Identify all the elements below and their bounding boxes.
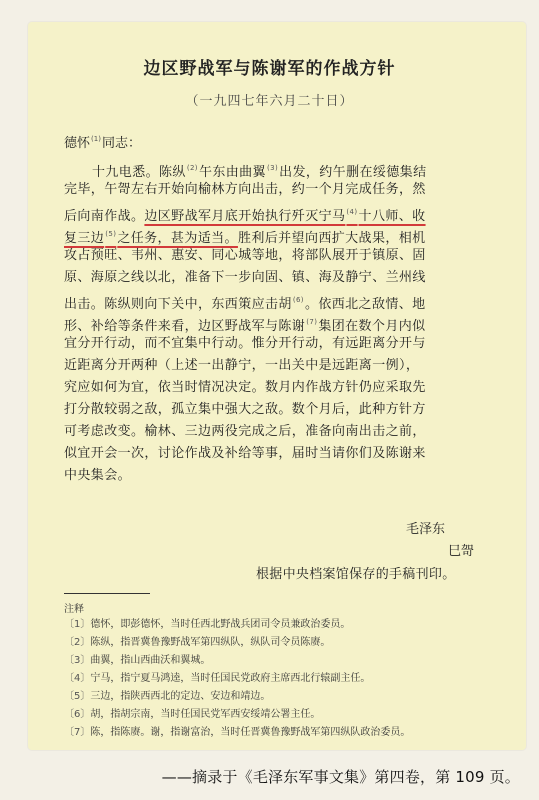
- footnote-mark-6: (6): [292, 296, 304, 304]
- body-line: 十九电悉。陈纵$^{(2)}$午东由曲翼$^{(3)}$出发，约午删在绥德集结: [92, 164, 427, 180]
- body-line: 出击。陈纵则向下关中，东西策应击胡$^{(6)}$。依西北之敌情、地: [64, 296, 426, 312]
- note-item: 〔4〕宁马，指宁夏马鸿逵，当时任国民党政府主席西北行辕副主任。: [64, 673, 371, 684]
- document-title: 边区野战军与陈谢军的作战方针: [143, 59, 396, 79]
- salutation-suffix: 同志：: [101, 136, 141, 151]
- notes-heading: 注释: [64, 604, 84, 615]
- signature-date: 巳哿: [448, 544, 475, 559]
- note-item: 〔6〕胡，指胡宗南，当时任国民党军西安绥靖公署主任。: [64, 709, 321, 720]
- salutation: [64, 132, 141, 151]
- salutation-name: 德怀: [64, 136, 91, 151]
- notes-divider: [64, 593, 150, 594]
- body-line: 宜分开行动，而不宜集中行动。惟分开行动，有远距离分开与: [64, 336, 426, 351]
- body-line: 可考虑改变。榆林、三边两役完成之后，准备向南出击之前，: [64, 424, 426, 439]
- source-caption: ——摘录于《毛泽东军事文集》第四卷，第 109 页。: [161, 768, 520, 786]
- body-line: 似宜开会一次，讨论作战及补给等事，届时当请你们及陈谢来: [64, 446, 426, 461]
- signature: 毛泽东: [406, 522, 446, 537]
- body-line: 形、补给等条件来看，边区野战军与陈谢$^{(7)}$集团在数个月内似: [64, 318, 426, 334]
- note-item: 〔5〕三边，指陕西西北的定边、安边和靖边。: [64, 691, 271, 702]
- note-item: 〔1〕德怀，即彭德怀，当时任西北野战兵团司令员兼政治委员。: [64, 619, 351, 630]
- body-line: 完毕，午哿左右开始向榆林方向出击，约一个月完成任务，然: [64, 182, 426, 197]
- highlighted-text: 复三边$^{(5)}$之任务，甚为适当。: [64, 230, 238, 246]
- footnote-mark-5: (5): [105, 230, 117, 238]
- body-line: 攻占预旺、韦州、惠安、同心城等地，将部队展开于镇原、固: [64, 248, 426, 263]
- notes-list: [64, 616, 504, 742]
- letter-body: [64, 157, 474, 487]
- body-line: 复三边$^{(5)}$之任务，甚为适当。胜利后并望向西扩大战果，相机: [64, 230, 426, 246]
- footnote-mark-7: (7): [306, 318, 318, 326]
- footnote-mark-1: (1): [91, 135, 101, 143]
- note-item: 〔3〕曲翼，指山西曲沃和翼城。: [64, 655, 211, 666]
- body-line: 后向南作战。边区野战军月底开始执行歼灭宁马$^{(4)}$十八师、收: [64, 208, 426, 224]
- body-line: 究应如何为宜，依当时情况决定。数月内作战方针仍应采取先: [64, 380, 426, 395]
- body-line: 中央集会。: [64, 468, 132, 483]
- body-line: 打分散较弱之敌，孤立集中强大之敌。数个月后，此种方针方: [64, 402, 426, 417]
- body-line: 近距离分开两种（上述一出静宁，一出关中是远距离一例），: [64, 358, 420, 373]
- document-date: （一九四七年六月二十日）: [185, 94, 354, 109]
- note-item: 〔2〕陈纵，指晋冀鲁豫野战军第四纵队，纵队司令员陈赓。: [64, 637, 331, 648]
- footnote-mark-3: (3): [266, 164, 279, 172]
- highlighted-text: 边区野战军月底开始执行歼灭宁马$^{(4)}$十八师、收: [144, 208, 426, 224]
- note-item: 〔7〕陈，指陈赓。谢，指谢富治，当时任晋冀鲁豫野战军第四纵队政治委员。: [64, 727, 411, 738]
- body-line: 原、海原之线以北，准备下一步向固、镇、海及静宁、兰州线: [64, 270, 426, 285]
- footnote-mark-4: (4): [346, 208, 358, 216]
- source-note: 根据中央档案馆保存的手稿刊印。: [256, 567, 456, 582]
- footnote-mark-2: (2): [186, 164, 198, 172]
